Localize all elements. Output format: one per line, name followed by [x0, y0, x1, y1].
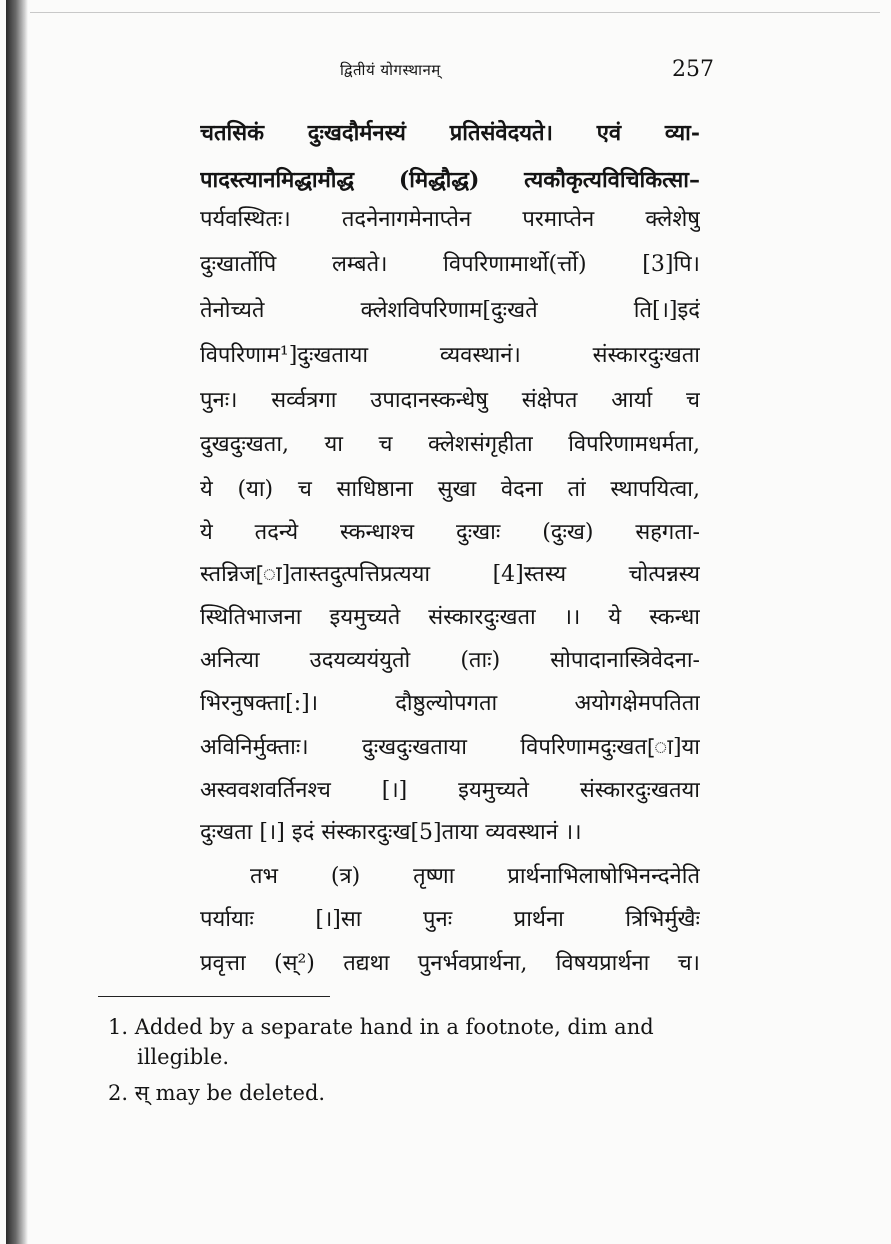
text-line-15: अविनिर्मुक्ताः। दुःखदुःखताया विपरिणामदुःखत[ा]या [200, 735, 700, 760]
footnote-rule [98, 996, 330, 997]
running-title: द्वितीयं योगस्थानम् [340, 61, 441, 79]
footnote-2: 2. स् may be deleted. [108, 1081, 326, 1105]
page-number: 257 [672, 57, 714, 82]
text-line-4: दुःखार्तोपि लम्बते। विपरिणामार्थो(र्त्तो) [3]पि। [200, 252, 700, 277]
top-edge-rule [30, 12, 880, 13]
text-line-14: भिरनुषक्ता[:]। दौष्ठुल्योपगता अयोगक्षेमपतिता [200, 691, 700, 716]
text-line-19: पर्यायाः [।]सा पुनः प्रार्थना त्रिभिर्मुखैः [200, 907, 700, 932]
text-line-1: चतसिकं दुःखदौर्मनस्यं प्रतिसंवेदयते। एवं व्या- [200, 120, 700, 146]
footnote-1-continued: illegible. [137, 1045, 229, 1069]
text-line-16: अस्ववशवर्तिनश्च [।] इयमुच्यते संस्कारदुःखतया [200, 778, 700, 803]
text-line-2: पादस्त्यानमिद्धामौद्ध (मिद्धौद्ध) त्यकौकृत्यविचिकित्सा– [200, 167, 700, 193]
text-line-6: विपरिणाम¹]दुःखताया व्यवस्थानं। संस्कारदुःखता [200, 343, 700, 368]
text-line-20: प्रवृत्ता (स्²) तद्यथा पुनर्भवप्रार्थना, विषयप्रार्थना च। [200, 951, 700, 976]
text-line-12: स्थितिभाजना इयमुच्यते संस्कारदुःखता ।। ये स्कन्धा [200, 605, 700, 630]
footnote-1: 1. Added by a separate hand in a footnote, dim and [108, 1015, 654, 1039]
text-line-17: दुःखता [।] इदं संस्कारदुःख[5]ताया व्यवस्थानं ।। [200, 820, 582, 845]
binding-shadow [6, 0, 28, 1244]
text-line-5: तेनोच्यते क्लेशविपरिणाम[दुःखते ति[।]इदं [200, 298, 700, 323]
text-line-7: पुनः। सर्व्वत्रगा उपादानस्कन्धेषु संक्षेपत आर्या च [200, 388, 700, 413]
text-line-11: स्तन्निज[ा]तास्तदुत्पत्तिप्रत्यया [4]स्तस्य चोत्पन्नस्य [200, 562, 700, 587]
text-line-10: ये तदन्ये स्कन्धाश्च दुःखाः (दुःख) सहगता- [200, 520, 700, 545]
text-line-8: दुखदुःखता, या च क्लेशसंगृहीता विपरिणामधर्मता, [200, 432, 700, 457]
text-line-9: ये (या) च साधिष्ठाना सुखा वेदना तां स्थापयित्वा, [200, 477, 700, 502]
text-line-18: तभ (त्र) तृष्णा प्रार्थनाभिलाषोभिनन्दनेति [250, 864, 700, 889]
text-line-3: पर्यवस्थितः। तदनेनागमेनाप्तेन परमाप्तेन क्लेशेषु [200, 207, 700, 232]
text-line-13: अनित्या उदयव्ययंयुतो (ताः) सोपादानास्त्रिवेदना- [200, 648, 700, 673]
